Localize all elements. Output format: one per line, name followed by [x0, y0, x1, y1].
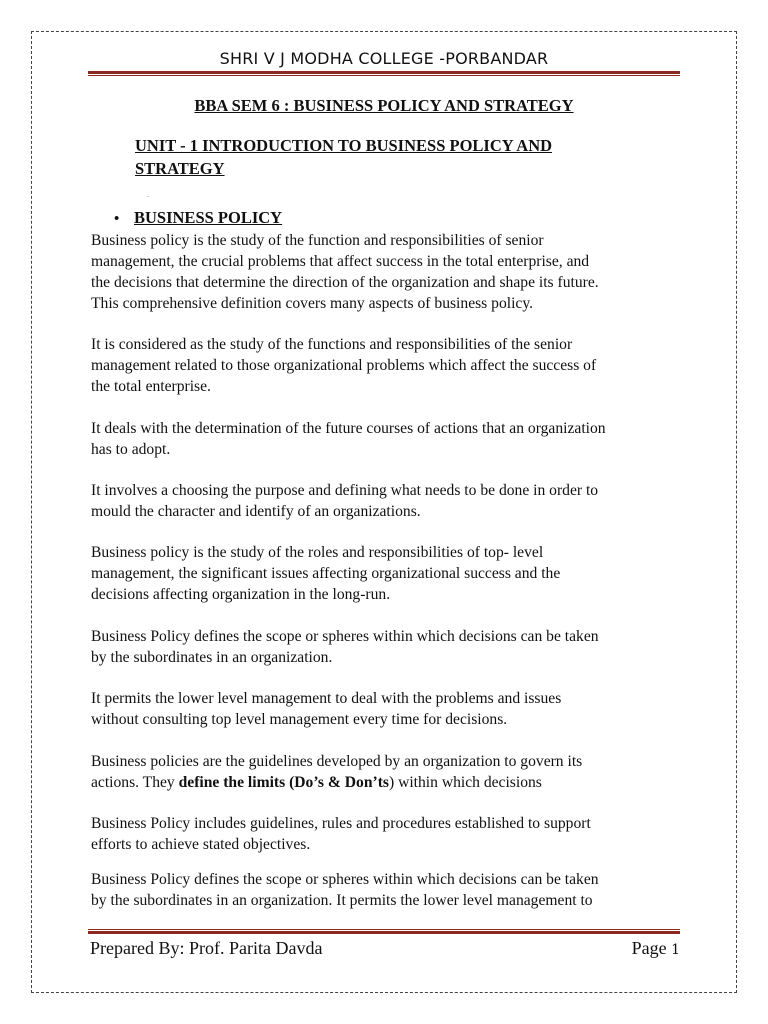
footer-rule — [88, 929, 680, 934]
paragraph-2 — [91, 334, 681, 397]
paragraph-line: by the subordinates in an organization. — [91, 649, 333, 666]
paragraph-line: Business Policy includes guidelines, rules and procedures established to support — [91, 815, 591, 832]
stray-mark: . — [147, 190, 149, 199]
paragraph-4 — [91, 480, 681, 522]
paragraph-line: Business policy is the study of the roles and responsibilities of top- level — [91, 544, 544, 561]
paragraph-line: It is considered as the study of the functions and responsibilities of the senior — [91, 336, 573, 353]
page-indicator — [632, 938, 680, 959]
paragraph-line: by the subordinates in an organization. It permits the lower level management to — [91, 892, 593, 909]
paragraph-line: It permits the lower level management to deal with the problems and issues — [91, 690, 562, 707]
paragraph-line: efforts to achieve stated objectives. — [91, 836, 311, 853]
page-number: 1 — [671, 942, 680, 958]
paragraph-line: mould the character and identify of an organizations. — [91, 503, 421, 520]
text-run: ) within which decisions — [388, 774, 542, 791]
paragraph-7 — [91, 688, 681, 730]
unit-title-line-2: STRATEGY — [135, 159, 225, 178]
unit-title — [135, 134, 635, 180]
paragraph-line: the decisions that determine the direction of the organization and shape its future. — [91, 274, 599, 291]
page-label: Page — [631, 938, 672, 958]
unit-title-line-1: UNIT - 1 INTRODUCTION TO BUSINESS POLICY AND — [135, 136, 553, 155]
paragraph-line: management, the significant issues affecting organizational success and the — [91, 565, 561, 582]
paragraph-line: Business Policy defines the scope or spheres within which decisions can be taken — [91, 871, 599, 888]
prepared-by: Prepared By: Prof. Parita Davda — [90, 938, 323, 958]
paragraph-line: This comprehensive definition covers many aspects of business policy. — [91, 295, 534, 312]
paragraph-line: Business Policy defines the scope or spheres within which decisions can be taken — [91, 628, 599, 645]
section-heading — [114, 208, 282, 228]
paragraph-line: It deals with the determination of the future courses of actions that an organization — [91, 420, 606, 437]
section-heading-label: BUSINESS POLICY — [134, 208, 283, 227]
header-rule — [88, 71, 680, 76]
bold-phrase: define the limits (Do’s & Don’ts — [178, 774, 389, 791]
text-run: actions. They — [91, 774, 179, 791]
paragraph-1 — [91, 230, 681, 314]
paragraph-3 — [91, 418, 681, 460]
paragraph-line-mixed — [91, 772, 681, 793]
paragraph-line: Business policies are the guidelines developed by an organization to govern its — [91, 753, 583, 770]
paragraph-6 — [91, 626, 681, 668]
paragraph-line: the total enterprise. — [91, 378, 211, 395]
paragraph-line: management, the crucial problems that affect success in the total enterprise, and — [91, 253, 590, 270]
college-header: SHRI V J MODHA COLLEGE -PORBANDAR — [219, 49, 549, 68]
paragraph-line: decisions affecting organization in the long-run. — [91, 586, 391, 603]
paragraph-line: It involves a choosing the purpose and defining what needs to be done in order to — [91, 482, 599, 499]
paragraph-line: management related to those organizational problems which affect the success of — [91, 357, 597, 374]
paragraph-line: has to adopt. — [91, 441, 171, 458]
course-title: BBA SEM 6 : BUSINESS POLICY AND STRATEGY — [194, 96, 574, 115]
paragraph-9 — [91, 813, 681, 855]
bullet-icon: • — [114, 211, 120, 227]
paragraph-5 — [91, 542, 681, 605]
paragraph-line: Business policy is the study of the function and responsibilities of senior — [91, 232, 544, 249]
paragraph-8 — [91, 751, 681, 793]
paragraph-line: without consulting top level management every time for decisions. — [91, 711, 508, 728]
paragraph-10 — [91, 869, 681, 911]
